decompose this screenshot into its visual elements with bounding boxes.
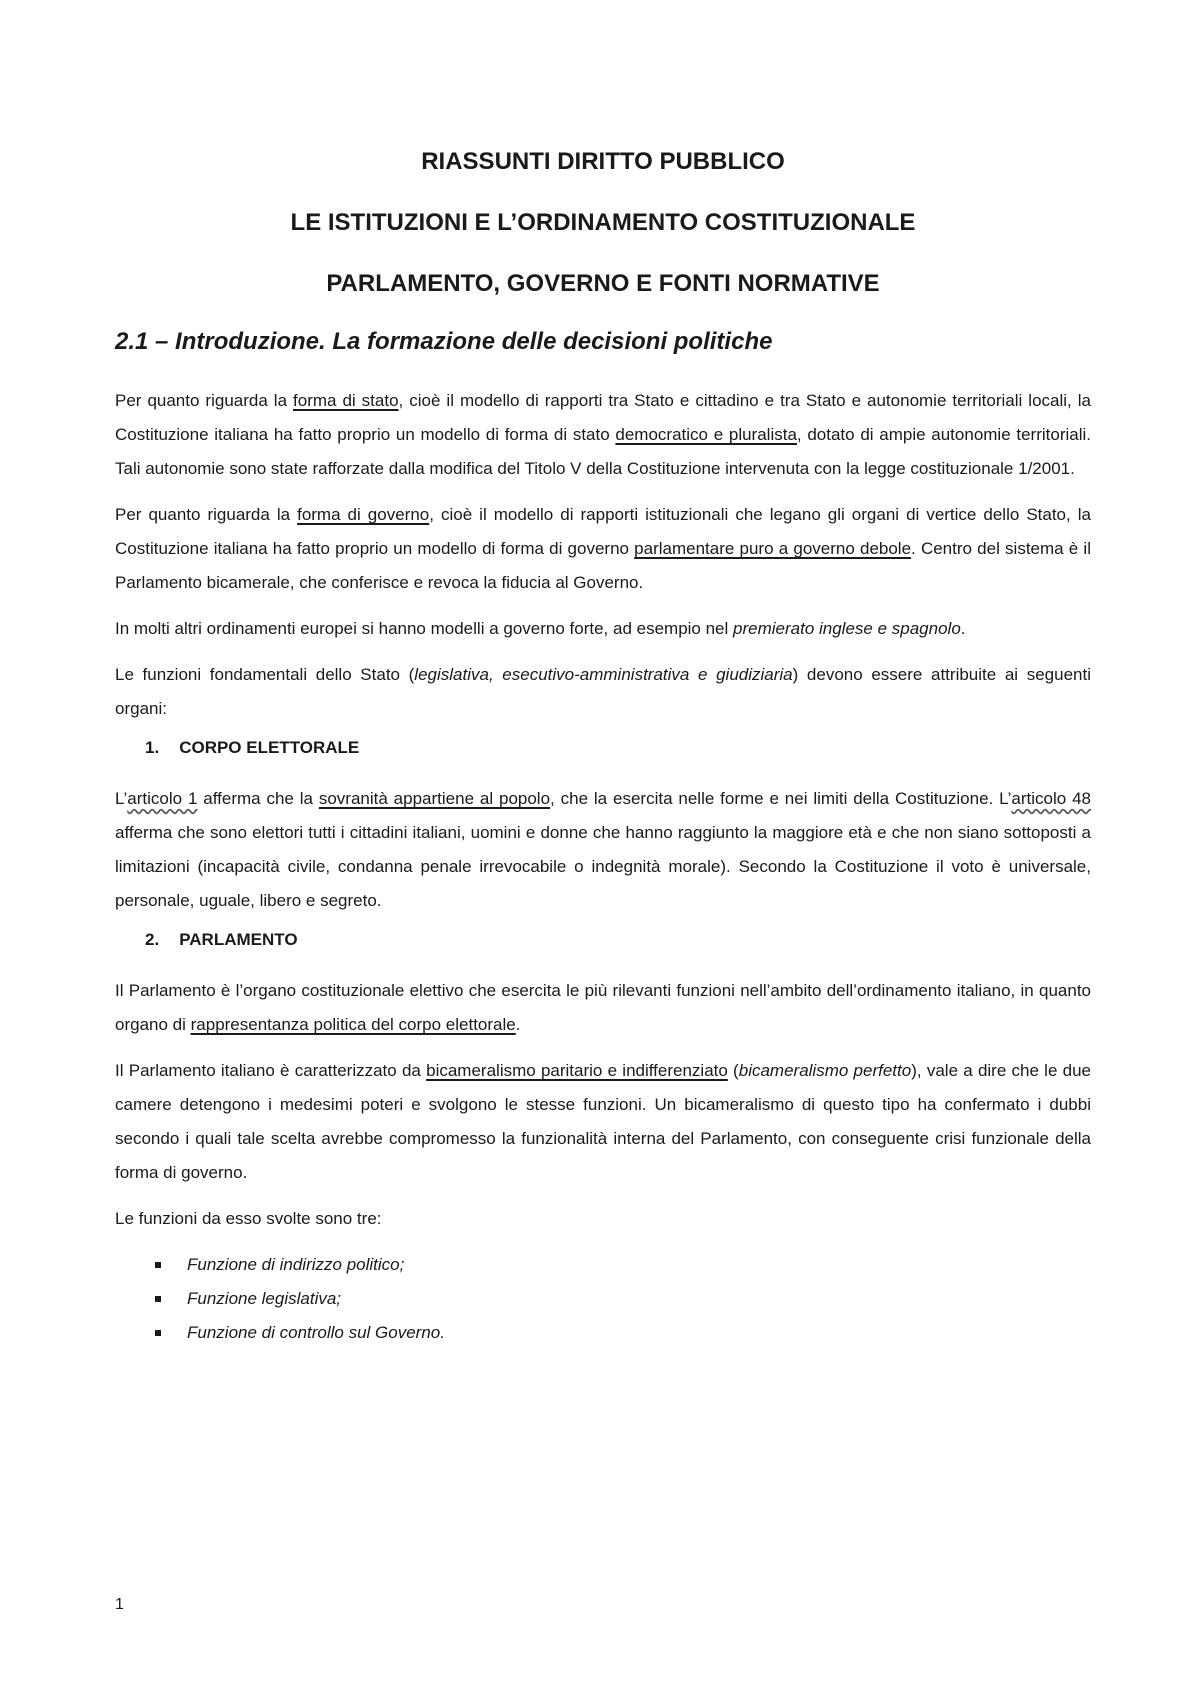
article-reference: articolo 1 <box>127 789 198 809</box>
text: In molti altri ordinamenti europei si hanno modelli a governo forte, ad esempio nel <box>115 619 734 639</box>
text: L’ <box>115 789 128 809</box>
paragraph-funzioni-intro: Le funzioni da esso svolte sono tre: <box>115 1209 382 1229</box>
page-number: 1 <box>115 1596 124 1613</box>
text: Il Parlamento è l’organo costituzionale elettivo che esercita le più rilevanti funzioni nell’ambito dell’ordinamento italiano, in quanto organo di <box>115 981 1091 1035</box>
text: . <box>960 619 966 639</box>
text: , cioè il modello di rapporti tra Stato e cittadino e tra Stato e autonomie territoriali locali, la Costituzione italiana ha fatto proprio un modello di forma di stato <box>115 391 1091 445</box>
italic-term: legislativa, esecutivo-amministrativa e giudiziaria <box>414 665 793 685</box>
heading-label: PARLAMENTO <box>179 930 298 950</box>
italic-term: bicameralismo perfetto <box>738 1061 912 1081</box>
text: Le funzioni fondamentali dello Stato ( <box>115 665 415 685</box>
section-heading: 2.1 – Introduzione. La formazione delle decisioni politiche <box>115 328 773 356</box>
underlined-term: democratico e pluralista <box>615 425 797 445</box>
text: , che la esercita nelle forme e nei limiti della Costituzione. L’ <box>550 789 1012 809</box>
text: ( <box>727 1061 739 1081</box>
article-reference: articolo 48 <box>1011 789 1091 809</box>
underlined-term: sovranità appartiene al popolo <box>318 789 551 809</box>
underlined-term: forma di stato <box>293 391 399 411</box>
text: Per quanto riguarda la <box>115 391 294 411</box>
bullet-square-icon <box>155 1296 161 1302</box>
text: ) devono essere attribuite ai seguenti organi: <box>115 665 1091 719</box>
paragraph-governo-forte <box>115 612 1091 646</box>
paragraph-parlamento <box>115 974 1091 1042</box>
text: , cioè il modello di rapporti istituzionali che legano gli organi di vertice dello Stato, la Costituzione italiana ha fatto proprio un modello di forma di governo <box>115 505 1091 559</box>
page-content <box>115 148 1091 1350</box>
underlined-term: rappresentanza politica del corpo elettorale <box>190 1015 516 1035</box>
text: afferma che sono elettori tutti i cittadini italiani, uomini e donne che hanno raggiunto la maggiore età e che non siano sottoposti a limitazioni (incapacità civile, condanna penale irrevocabile o indegnità morale). Secondo la Costituzione il voto è universale, personale, uguale, libero e segreto. <box>115 823 1091 911</box>
heading-corpo-elettorale <box>145 738 1091 758</box>
list-item <box>155 1316 1091 1350</box>
heading-label: CORPO ELETTORALE <box>179 738 360 758</box>
bullet-square-icon <box>155 1330 161 1336</box>
paragraph-forma-di-stato <box>115 384 1091 486</box>
subtitle-1: LE ISTITUZIONI E L’ORDINAMENTO COSTITUZIONALE <box>290 208 916 236</box>
underlined-term: parlamentare puro a governo debole <box>634 539 912 559</box>
text: Il Parlamento italiano è caratterizzato da <box>115 1061 427 1081</box>
text: Per quanto riguarda la <box>115 505 298 525</box>
list-item-text: Funzione di indirizzo politico; <box>187 1255 405 1275</box>
underlined-term: bicameralismo paritario e indifferenziato <box>426 1061 728 1081</box>
list-item-text: Funzione di controllo sul Governo. <box>187 1323 445 1343</box>
list-item <box>155 1248 1091 1282</box>
underlined-term: forma di governo <box>297 505 430 525</box>
main-title: RIASSUNTI DIRITTO PUBBLICO <box>421 148 785 175</box>
heading-parlamento <box>145 930 1091 950</box>
subtitle-2: PARLAMENTO, GOVERNO E FONTI NORMATIVE <box>326 269 880 297</box>
heading-number: 1. <box>145 738 160 758</box>
bullet-square-icon <box>155 1262 161 1268</box>
heading-number: 2. <box>145 930 160 950</box>
list-item-text: Funzione legislativa; <box>187 1289 342 1309</box>
paragraph-corpo-elettorale <box>115 782 1091 918</box>
text: . Centro del sistema è il Parlamento bicamerale, che conferisce e revoca la fiducia al Governo. <box>115 539 1091 593</box>
text: . <box>515 1015 521 1035</box>
functions-list <box>155 1248 1091 1350</box>
paragraph-forma-di-governo <box>115 498 1091 600</box>
text: afferma che la <box>197 789 319 809</box>
text: ), vale a dire che le due camere detengono i medesimi poteri e svolgono le stesse funzioni. Un bicameralismo di questo tipo ha confermato i dubbi secondo i quali tale scelta avrebbe compromesso la funzionalità interna del Parlamento, con conseguente crisi funzionale della forma di governo. <box>115 1061 1092 1183</box>
paragraph-funzioni-stato <box>115 658 1091 726</box>
italic-term: premierato inglese e spagnolo <box>733 619 961 639</box>
paragraph-bicameralismo <box>115 1054 1091 1190</box>
list-item <box>155 1282 1091 1316</box>
text: , dotato di ampie autonomie territoriali. Tali autonomie sono state rafforzate dalla modifica del Titolo V della Costituzione intervenuta con la legge costituzionale 1/2001. <box>115 425 1092 479</box>
